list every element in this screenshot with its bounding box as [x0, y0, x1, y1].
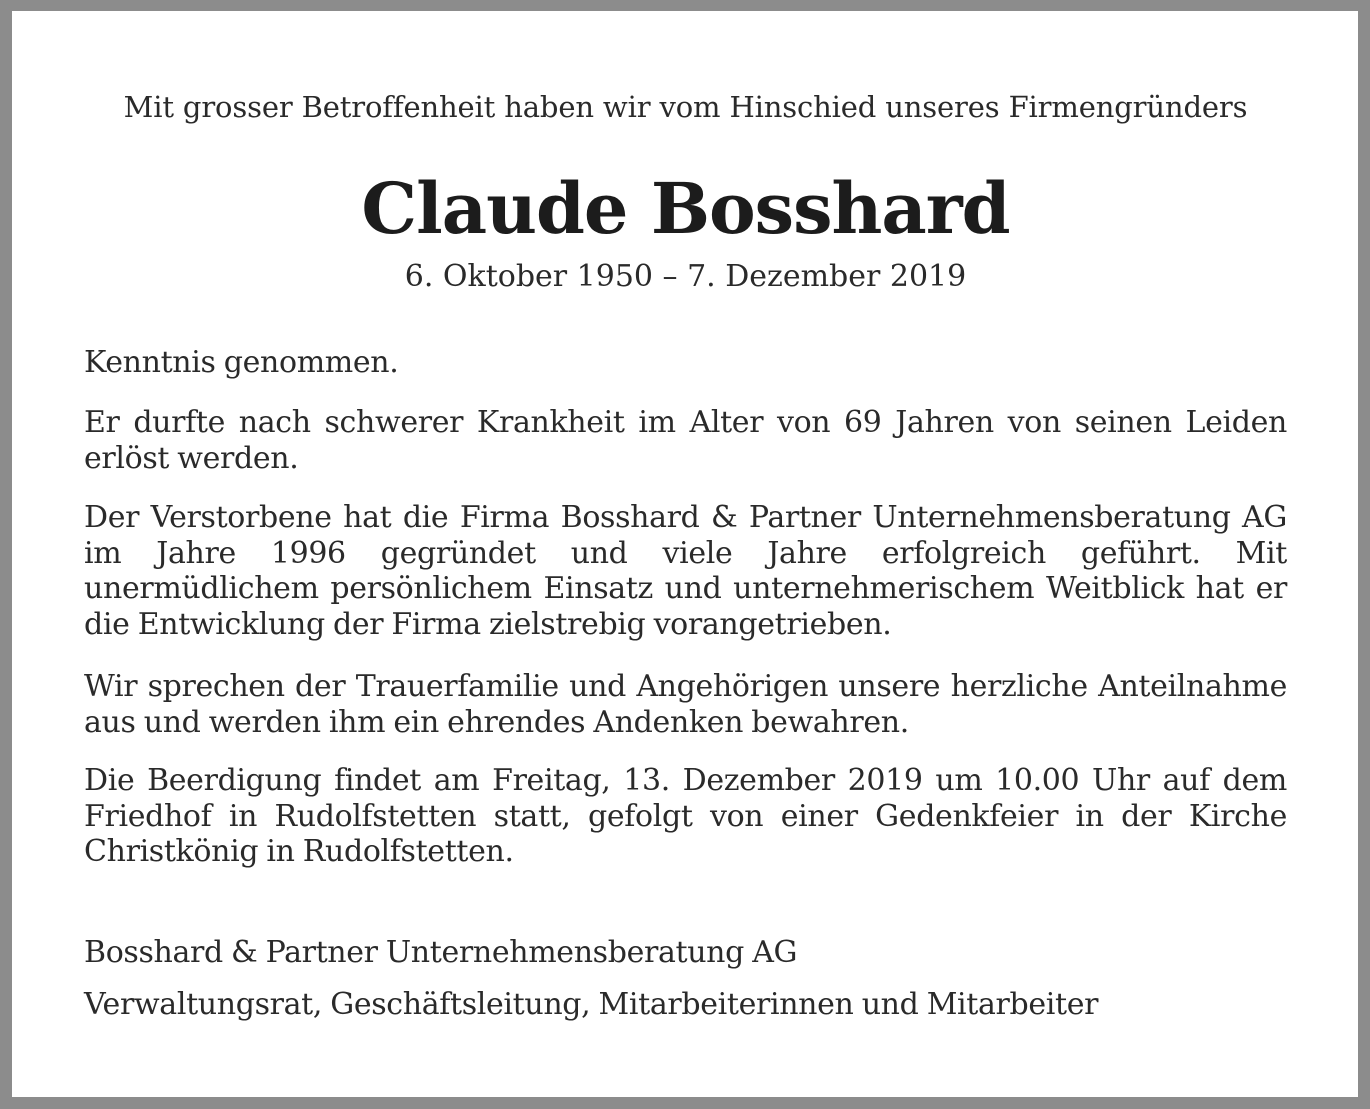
paragraph-taken-notice: Kenntnis genommen. [84, 345, 399, 380]
obituary-notice [84, 0, 1287, 1109]
intro-line: Mit grosser Betroffenheit haben wir vom Hinschied unseres Firmengründers [123, 90, 1248, 124]
signature-company: Bosshard & Partner Unternehmensberatung AG [84, 935, 798, 970]
paragraph-funeral-details: Die Beerdigung findet am Freitag, 13. Dezember 2019 um 10.00 Uhr auf dem Friedhof in Rudolfstetten statt, gefolgt von einer Gedenkfeier in der Kirche Christkönig in Rudolfstetten. [84, 763, 1287, 869]
signature-groups: Verwaltungsrat, Geschäftsleitung, Mitarbeiterinnen und Mitarbeiter [84, 987, 1099, 1022]
paragraph-condolences: Wir sprechen der Trauerfamilie und Angehörigen unsere herzliche Anteilnahme aus und werden ihm ein ehrendes Andenken bewahren. [84, 669, 1287, 740]
paragraph-illness: Er durfte nach schwerer Krankheit im Alter von 69 Jahren von seinen Leiden erlöst werden. [84, 405, 1287, 476]
paragraph-company-history: Der Verstorbene hat die Firma Bosshard & Partner Unternehmensberatung AG im Jahre 1996 gegründet und viele Jahre erfolgreich geführt. Mit unermüdlichem persönlichem Einsatz und unternehmerischem Weitblick hat er die Entwicklung der Firma zielstrebig vorangetrieben. [84, 500, 1287, 642]
life-dates: 6. Oktober 1950 – 7. Dezember 2019 [404, 259, 967, 294]
deceased-name: Claude Bosshard [361, 167, 1010, 250]
